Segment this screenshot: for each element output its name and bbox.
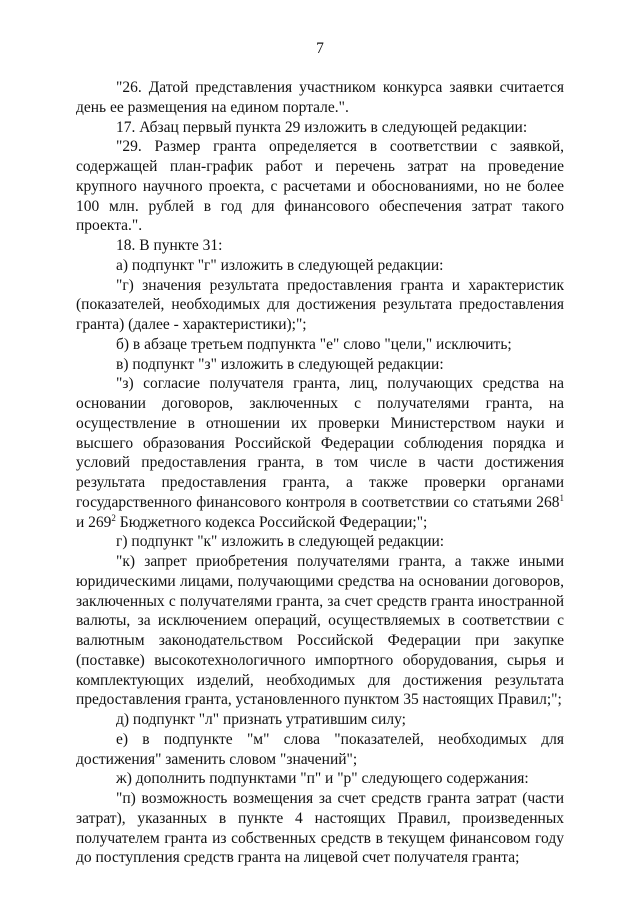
paragraph-subitem-zh: ж) дополнить подпунктами "п" и "р" следующего содержания:: [116, 770, 529, 788]
paragraph-subitem-v: в) подпункт "з" изложить в следующей редакции:: [116, 355, 444, 373]
document-body: [76, 78, 564, 868]
paragraph-item-29-amendment: "29. Размер гранта определяется в соответствии с заявкой, содержащей план-график работ и перечень затрат на проведение крупного научного проекта, с расчетами и обоснованиями, но не более 100 млн. рублей в год для финансового обеспечения затрат такого проекта.".: [76, 138, 564, 235]
subitem-z-mid: и 269: [76, 513, 112, 531]
paragraph-subitem-g: г) подпункт "к" изложить в следующей редакции:: [116, 533, 445, 551]
article-268-superscript: 1: [559, 492, 564, 503]
subitem-z-tail: Бюджетного кодекса Российской Федерации;";: [115, 513, 428, 531]
article-269-superscript: 2: [111, 512, 116, 523]
paragraph-subitem-g-text: "г) значения результата предоставления гранта и характеристик (показателей, необходимых для достижения результата предоставления гранта) (далее - характеристики);";: [76, 276, 564, 333]
page-number: 7: [316, 40, 324, 57]
paragraph-subitem-a: а) подпункт "г" изложить в следующей редакции:: [116, 256, 444, 274]
paragraph-section-17: 17. Абзац первый пункта 29 изложить в следующей редакции:: [116, 118, 528, 136]
paragraph-item-26-amendment: "26. Датой представления участником конкурса заявки считается день ее размещения на едином портале.".: [76, 79, 564, 116]
paragraph-subitem-e: е) в подпункте "м" слова "показателей, необходимых для достижения" заменить словом "значений";: [76, 730, 564, 768]
subitem-z-text: "з) согласие получателя гранта, лиц, получающих средства на основании договоров, заключенных с получателями гранта, на осуществление в отношении их проверки Министерством науки и высшего образования Российской Федерации соблюдения порядка и условий предоставления гранта, в том числе в части достижения результата предоставления гранта, а также проверки органами государственного финансового контроля в соответствии со статьями 268: [76, 375, 564, 511]
paragraph-subitem-d: д) подпункт "л" признать утратившим силу;: [116, 711, 406, 728]
paragraph-subitem-p-text: "п) возможность возмещения за счет средств гранта затрат (части затрат), указанных в пункте 4 настоящих Правил, произведенных получателем гранта из собственных средств в текущем финансовом году до поступления средств гранта на лицевой счет получателя гранта;: [76, 790, 564, 867]
paragraph-subitem-z-text: [76, 374, 564, 532]
paragraph-subitem-b: б) в абзаце третьем подпункта "е" слово "цели," исключить;: [116, 335, 512, 353]
paragraph-subitem-k-text: "к) запрет приобретения получателями гранта, а также иными юридическими лицами, получающими средства на основании договоров, заключенных с получателями гранта, за счет средств гранта иностранной валюты, за исключением операций, осуществляемых в соответствии с валютным законодательством Российской Федерации при закупке (поставке) высокотехнологичного импортного оборудования, сырья и комплектующих изделий, необходимых для достижения результата предоставления гранта, установленного пунктом 35 настоящих Правил;";: [76, 553, 564, 709]
paragraph-section-18: 18. В пункте 31:: [116, 237, 223, 254]
